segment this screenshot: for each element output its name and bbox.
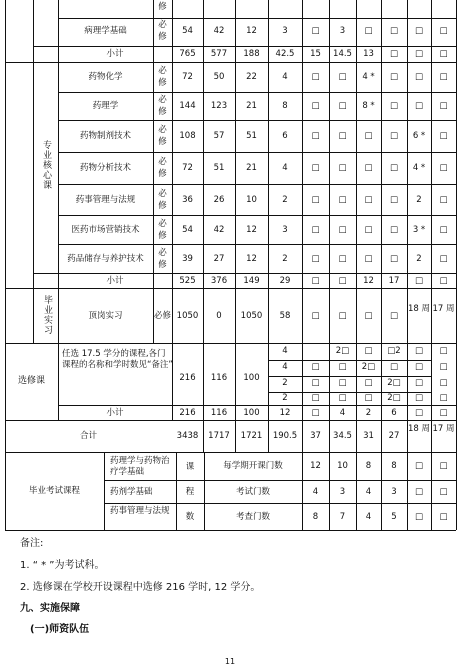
sem-5: □ [414, 512, 424, 522]
subtotal-practice: 149 [243, 276, 260, 286]
sem-6: □ [439, 461, 448, 471]
subtotal-label: 小计 [106, 49, 124, 59]
credits: 2 [282, 254, 288, 264]
sem-4: □ [389, 131, 399, 141]
theory-hours: 116 [210, 373, 228, 383]
sem-1: 37 [310, 431, 321, 441]
theory-hours: 42 [213, 26, 225, 36]
note-1: 1. “ * ”为考试科。 [20, 560, 105, 571]
sem-1: □ [311, 26, 320, 36]
sem-3: 4 [365, 512, 372, 522]
credits: 4 [282, 346, 288, 356]
total-hours: 144 [179, 101, 196, 111]
total-hours: 39 [182, 254, 193, 264]
sem-6: □ [439, 408, 448, 418]
sem-6: □ [439, 487, 448, 497]
sem-6: □ [439, 131, 448, 141]
group-label-grad: 毕业实习 [42, 295, 52, 335]
practice-hours: 21 [246, 101, 257, 111]
sem-5: □ [414, 346, 424, 356]
subtotal-credit: 12 [279, 408, 291, 418]
req-cell: 修 [158, 260, 167, 270]
practice-hours: 12 [246, 26, 257, 36]
practice-hours: 1050 [240, 311, 263, 321]
credits: 190.5 [272, 431, 298, 441]
sem-6: □ [439, 72, 448, 82]
total-hours: 36 [182, 195, 193, 205]
sem-2: 7 [339, 512, 346, 522]
req-cell: 修 [158, 107, 167, 117]
sem-4: □2 [387, 346, 401, 356]
req-cell: 必 [158, 66, 167, 76]
sem-3: 31 [363, 431, 374, 441]
sem-6: □ [439, 101, 448, 111]
req-cell: 必 [158, 157, 167, 167]
theory-hours: 57 [213, 131, 225, 141]
total-hours: 216 [179, 373, 196, 383]
sem-3: □ [364, 225, 373, 235]
sem-1: □ [311, 101, 320, 111]
total-hours: 54 [182, 225, 193, 235]
sem-6: 17 周 [432, 424, 455, 434]
sem-2: □ [338, 225, 347, 235]
sem-2: □ [338, 163, 347, 173]
sem-2: □ [338, 254, 347, 264]
course-name: 顶岗实习 [88, 311, 123, 321]
total-hours: 72 [182, 163, 193, 173]
req-cell: 修 [158, 137, 167, 147]
req-cell: 必 [158, 189, 167, 199]
sem-1: 15 [310, 49, 321, 59]
sem-4: 27 [388, 431, 400, 441]
total-hours: 72 [182, 72, 193, 82]
sem-2: 10 [337, 461, 348, 471]
sem-4: □ [389, 72, 399, 82]
sem-5: 4 * [412, 163, 426, 173]
sem-2: □ [338, 378, 347, 388]
subtotal-credit: 29 [279, 276, 291, 286]
total-hours: 108 [179, 131, 196, 141]
practice-hours: 10 [246, 195, 257, 205]
req-cell: 必修 [153, 311, 171, 321]
exam-metric-label: 每学期开课门数 [223, 461, 283, 471]
sem-4: 2□ [387, 378, 401, 388]
sem-4: □ [389, 101, 399, 111]
course-name: 药物分析技术 [79, 163, 131, 173]
exam-course-1: 药理学与药物治疗学基础 [110, 456, 170, 477]
sem-4: 8 [391, 461, 397, 471]
sem-3: □ [364, 346, 373, 356]
total-hours: 3438 [176, 431, 199, 441]
sem-4: 6 [391, 408, 397, 418]
sem-2: 14.5 [333, 49, 352, 59]
sem-4: □ [389, 254, 399, 264]
sem-4: □ [389, 362, 399, 372]
sem-3: 8 [365, 461, 372, 471]
sem-3: 8 * [362, 101, 375, 111]
section-heading: 九、实施保障 [20, 603, 80, 614]
course-name: 药物制剂技术 [79, 131, 131, 141]
sem-4: □ [389, 195, 399, 205]
sem-5: □ [414, 362, 424, 372]
total-hours: 1050 [176, 311, 199, 321]
sem-3: 2□ [361, 362, 376, 372]
subtotal-theory: 376 [210, 276, 228, 286]
course-name: 药物化学 [88, 72, 123, 82]
sem-4: □ [389, 225, 399, 235]
sem-6: □ [439, 276, 448, 286]
exam-course-3: 药事管理与法规 [110, 506, 170, 516]
req-cell: 必 [158, 125, 167, 135]
sem-3: 2 [365, 408, 372, 418]
practice-hours: 51 [246, 131, 257, 141]
sem-5: 18 周 [407, 304, 431, 314]
subtotal-theory: 577 [210, 49, 228, 59]
theory-hours: 51 [213, 163, 225, 173]
kind-char: 数 [185, 512, 195, 522]
credits: 4 [282, 163, 288, 173]
total-hours: 54 [182, 26, 193, 36]
theory-hours: 1717 [208, 431, 230, 441]
sem-3: □ [364, 26, 373, 36]
subsection-heading: (一)师资队伍 [30, 624, 90, 635]
sem-4: 2□ [387, 393, 401, 403]
req-cell: 修 [158, 2, 167, 12]
sem-1: □ [311, 131, 320, 141]
sem-5: □ [414, 26, 424, 36]
sem-1: 12 [310, 461, 321, 471]
kind-char: 程 [185, 487, 195, 497]
sem-6: □ [439, 512, 448, 522]
sem-2: □ [338, 101, 347, 111]
req-cell-2: 修 [158, 32, 167, 42]
elective-description: 任选 17.5 学分的课程,各门课程的名称和学时数见“备注” [62, 349, 173, 370]
sem-2: 3 [339, 26, 346, 36]
sem-2: □ [338, 72, 347, 82]
credits: 2 [282, 195, 288, 205]
sem-4: □ [389, 26, 399, 36]
sem-2: 2□ [335, 346, 350, 356]
sem-2: □ [338, 276, 347, 286]
sem-5: 2 [416, 254, 422, 264]
group-label-elective: 选修课 [17, 376, 45, 386]
subtotal-label: 小计 [106, 408, 124, 418]
sem-5: □ [414, 487, 424, 497]
sem-5: 6 * [412, 131, 426, 141]
req-cell: 必 [158, 248, 167, 258]
sem-4: 17 [388, 276, 400, 286]
sem-2: 4 [339, 408, 346, 418]
course-name: 药事管理与法规 [75, 195, 136, 205]
practice-hours: 12 [246, 225, 257, 235]
sem-6: □ [439, 378, 448, 388]
sem-1: 8 [312, 512, 319, 522]
sem-1: □ [311, 276, 320, 286]
sem-6: 17 周 [432, 304, 455, 314]
theory-hours: 26 [213, 195, 225, 205]
sem-2: 3 [339, 487, 346, 497]
req-cell-1: 必 [158, 20, 167, 30]
course-name: 医药市场营销技术 [71, 225, 140, 235]
credits: 2 [282, 378, 288, 388]
subtotal-label: 小计 [106, 276, 124, 286]
group-label-core: 专业核心课 [41, 140, 51, 190]
practice-hours: 12 [246, 254, 257, 264]
sem-6: □ [439, 163, 448, 173]
req-cell: 修 [158, 201, 167, 211]
sem-5: □ [414, 101, 424, 111]
notes-heading: 备注: [20, 538, 44, 549]
sem-6: □ [439, 362, 448, 372]
practice-hours: 1721 [240, 431, 263, 441]
sem-3: 12 [363, 276, 374, 286]
subtotal-credit: 42.5 [275, 49, 295, 59]
sem-1: 4 [312, 487, 319, 497]
sem-3: □ [364, 254, 373, 264]
sem-4: □ [389, 49, 399, 59]
credits: 4 [282, 72, 288, 82]
theory-hours: 42 [213, 225, 225, 235]
sem-1: □ [311, 408, 320, 418]
credits: 8 [282, 101, 288, 111]
sem-5: 18 周 [407, 424, 431, 434]
sem-1: □ [311, 378, 320, 388]
exam-label: 毕业考试课程 [28, 486, 80, 496]
sem-3: □ [364, 311, 373, 321]
sem-1: □ [311, 362, 320, 372]
credits: 3 [282, 225, 288, 235]
practice-hours: 21 [246, 163, 257, 173]
req-cell: 必 [158, 95, 167, 105]
sem-5: □ [414, 393, 424, 403]
sem-2: □ [338, 131, 347, 141]
sem-2: □ [338, 362, 347, 372]
sem-1: □ [311, 72, 320, 82]
sem-1: □ [311, 393, 320, 403]
sem-3: 13 [363, 49, 374, 59]
credits: 3 [282, 26, 288, 36]
course-name: 病理学基础 [84, 26, 127, 36]
theory-hours: 123 [210, 101, 228, 111]
sem-3: □ [364, 131, 373, 141]
sem-4: □ [389, 311, 399, 321]
subtotal-total: 765 [179, 49, 196, 59]
sem-1: □ [311, 163, 320, 173]
sem-5: □ [414, 49, 424, 59]
req-cell: 必 [158, 219, 167, 229]
subtotal-theory: 116 [210, 408, 228, 418]
practice-hours: 22 [246, 72, 257, 82]
subtotal-total: 525 [179, 276, 196, 286]
subtotal-practice: 100 [243, 408, 260, 418]
credits: 58 [279, 311, 291, 321]
sem-5: □ [414, 378, 424, 388]
sem-1: □ [311, 254, 320, 264]
total-label: 合计 [79, 431, 97, 441]
sem-5: 2 [416, 195, 422, 205]
req-cell: 修 [158, 231, 167, 241]
sem-2: □ [338, 311, 347, 321]
req-cell: 修 [158, 169, 167, 179]
credits: 2 [282, 393, 288, 403]
credits: 6 [282, 131, 288, 141]
practice-hours: 100 [243, 373, 260, 383]
sem-3: 4 * [362, 72, 375, 82]
sem-5: 3 * [412, 225, 426, 235]
sem-5: □ [414, 461, 424, 471]
theory-hours: 50 [213, 72, 225, 82]
sem-5: □ [414, 408, 424, 418]
sem-4: 3 [391, 487, 397, 497]
exam-metric-label: 考查门数 [235, 512, 270, 522]
sem-5: □ [414, 276, 424, 286]
sem-4: 5 [391, 512, 397, 522]
sem-6: □ [439, 254, 448, 264]
sem-6: □ [439, 195, 448, 205]
sem-6: □ [439, 49, 448, 59]
course-name: 药理学 [92, 101, 119, 111]
sem-3: □ [364, 163, 373, 173]
sem-6: □ [439, 225, 448, 235]
sem-3: □ [364, 393, 373, 403]
theory-hours: 27 [213, 254, 225, 264]
note-2: 2. 选修课在学校开设课程中选修 216 学时, 12 学分。 [20, 582, 261, 593]
sem-6: □ [439, 393, 448, 403]
req-cell: 修 [158, 78, 167, 88]
sem-6: □ [439, 346, 448, 356]
sem-4: □ [389, 163, 399, 173]
kind-char: 课 [185, 462, 195, 472]
sem-3: 4 [365, 487, 372, 497]
sem-2: □ [338, 393, 347, 403]
subtotal-practice: 188 [243, 49, 260, 59]
sem-1: □ [311, 195, 320, 205]
sem-5: □ [414, 72, 424, 82]
sem-1: □ [311, 311, 320, 321]
subtotal-total: 216 [179, 408, 196, 418]
sem-3: □ [364, 378, 373, 388]
exam-metric-label: 考试门数 [235, 487, 270, 497]
page-number: 11 [224, 657, 236, 666]
theory-hours: 0 [216, 311, 222, 321]
sem-2: 34.5 [333, 431, 352, 441]
credits: 4 [282, 362, 288, 372]
sem-2: □ [338, 195, 347, 205]
course-name: 药品储存与养护技术 [67, 254, 144, 264]
sem-1: □ [311, 225, 320, 235]
sem-3: □ [364, 195, 373, 205]
exam-course-2: 药剂学基础 [110, 487, 153, 497]
sem-6: □ [439, 26, 448, 36]
